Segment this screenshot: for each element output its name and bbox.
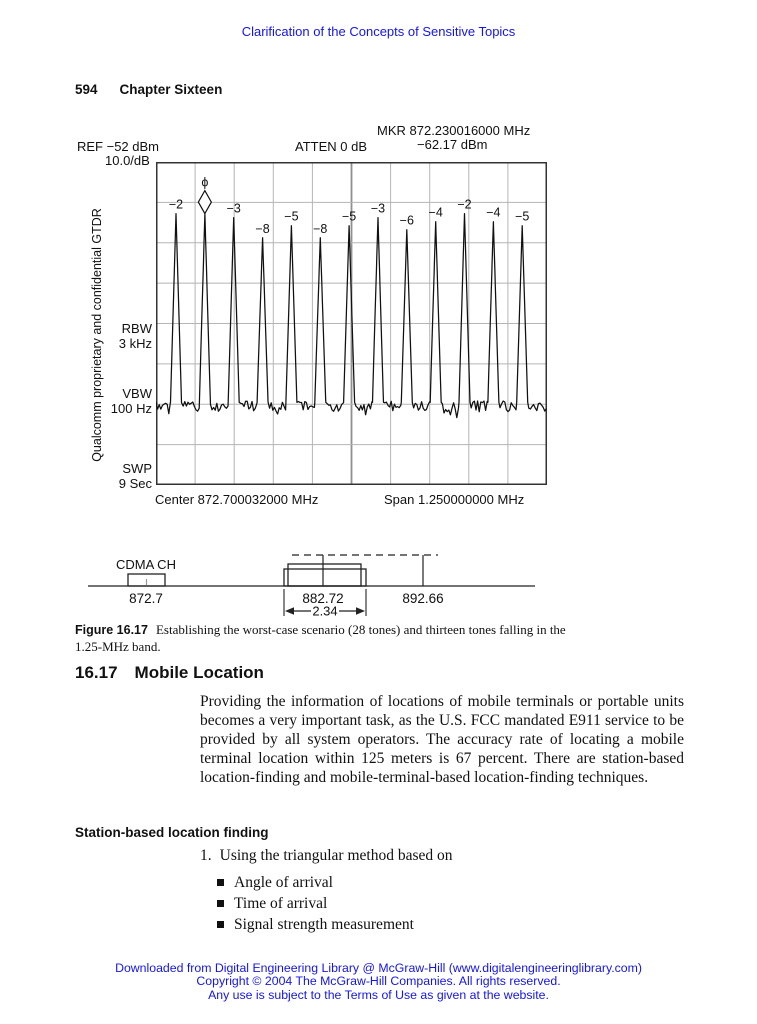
peak-label: −5 [515, 209, 530, 224]
figure-caption [75, 622, 590, 654]
bandwidth-label: 2.34 [312, 603, 338, 619]
list-item-number: 1. [200, 847, 212, 864]
bullet-text: Time of arrival [234, 895, 328, 912]
left-freq-label: 872.7 [129, 591, 163, 606]
right-freq-label: 892.66 [402, 591, 444, 606]
marker-diamond-icon [198, 191, 211, 214]
footer-line: Copyright © 2004 The McGraw-Hill Companies. All rights reserved. [196, 974, 561, 989]
figure-caption-text: Establishing the worst-case scenario (28 tones) and thirteen tones falling in the 1.25-MHz band. [75, 622, 566, 654]
square-bullet-icon [217, 879, 224, 886]
peak-label: −3 [370, 201, 386, 216]
bullet-text: Angle of arrival [234, 874, 333, 891]
chapter-title: Chapter Sixteen [119, 82, 223, 97]
overlap-band-box-lower [284, 569, 366, 586]
peak-label: −4 [486, 205, 501, 220]
rbw-label: RBW 3 kHz [118, 321, 152, 351]
subsection-heading: Station-based location finding [75, 825, 269, 840]
peak-label: −3 [226, 201, 241, 216]
list-item [217, 872, 670, 893]
spectrum-plot [156, 162, 547, 485]
bullet-text: Signal strength measurement [234, 916, 414, 933]
list-item-text: Using the triangular method based on [219, 847, 453, 864]
page-number: 594 [75, 82, 98, 97]
footer-line: Downloaded from Digital Engineering Library @ McGraw-Hill (www.digitalengineeringlibrary.com) [115, 961, 642, 975]
square-bullet-icon [217, 900, 224, 907]
list-item [217, 893, 670, 914]
peak-label: −8 [313, 221, 328, 236]
square-bullet-icon [217, 921, 224, 928]
arrow-right-icon [356, 607, 365, 615]
list-item [217, 914, 670, 935]
marker-level: −62.17 dBm [417, 137, 488, 152]
section-title: Mobile Location [134, 663, 264, 682]
section-heading [75, 663, 264, 683]
marker-readout: MKR 872.230016000 MHz [377, 123, 531, 138]
overlap-band-box-upper [288, 564, 361, 586]
peak-label: −5 [284, 209, 299, 224]
arrow-left-icon [285, 607, 294, 615]
ref-level-label: REF −52 dBm [77, 139, 160, 154]
center-freq-label: 882.72 [302, 591, 344, 606]
vertical-watermark: Qualcomm proprietary and confidential GTDR [90, 208, 104, 462]
peak-label: −8 [255, 221, 270, 236]
chapter-header [75, 82, 222, 97]
copyright-footer [0, 962, 757, 1002]
figure-caption-label: Figure 16.17 [75, 623, 148, 637]
peak-label: −4 [428, 205, 443, 220]
list-item [200, 847, 670, 865]
footer-line: Any use is subject to the Terms of Use as given at the website. [208, 987, 549, 1002]
peak-label: −2 [457, 197, 472, 212]
running-head: Clarification of the Concepts of Sensitive Topics [241, 24, 516, 39]
peak-label: −6 [399, 213, 414, 228]
peak-label: −2 [168, 197, 184, 212]
span-label: Span 1.250000000 MHz [384, 492, 525, 507]
scale-label: 10.0/dB [105, 153, 150, 168]
cdma-channel-label: CDMA CH [116, 557, 176, 572]
numbered-list [200, 847, 670, 935]
bullet-list [217, 872, 670, 935]
marker-symbol: ϕ [201, 175, 209, 190]
vbw-label: VBW 100 Hz [110, 386, 152, 416]
sweep-label: SWP 9 Sec [118, 461, 152, 491]
band-diagram [70, 548, 545, 622]
center-frequency-label: Center 872.700032000 MHz [155, 492, 319, 507]
body-paragraph: Providing the information of locations of mobile terminals or portable units becomes a very important task, as the U.S. FCC mandated E911 service to be provided by all system operators. The accuracy rate of locating a mobile terminal location within 125 meters is 67 percent. There are station-based location-finding and mobile-terminal-based location-finding techniques. [200, 693, 684, 786]
peak-label: −5 [341, 209, 357, 224]
section-number: 16.17 [75, 663, 118, 682]
atten-label: ATTEN 0 dB [295, 139, 368, 154]
